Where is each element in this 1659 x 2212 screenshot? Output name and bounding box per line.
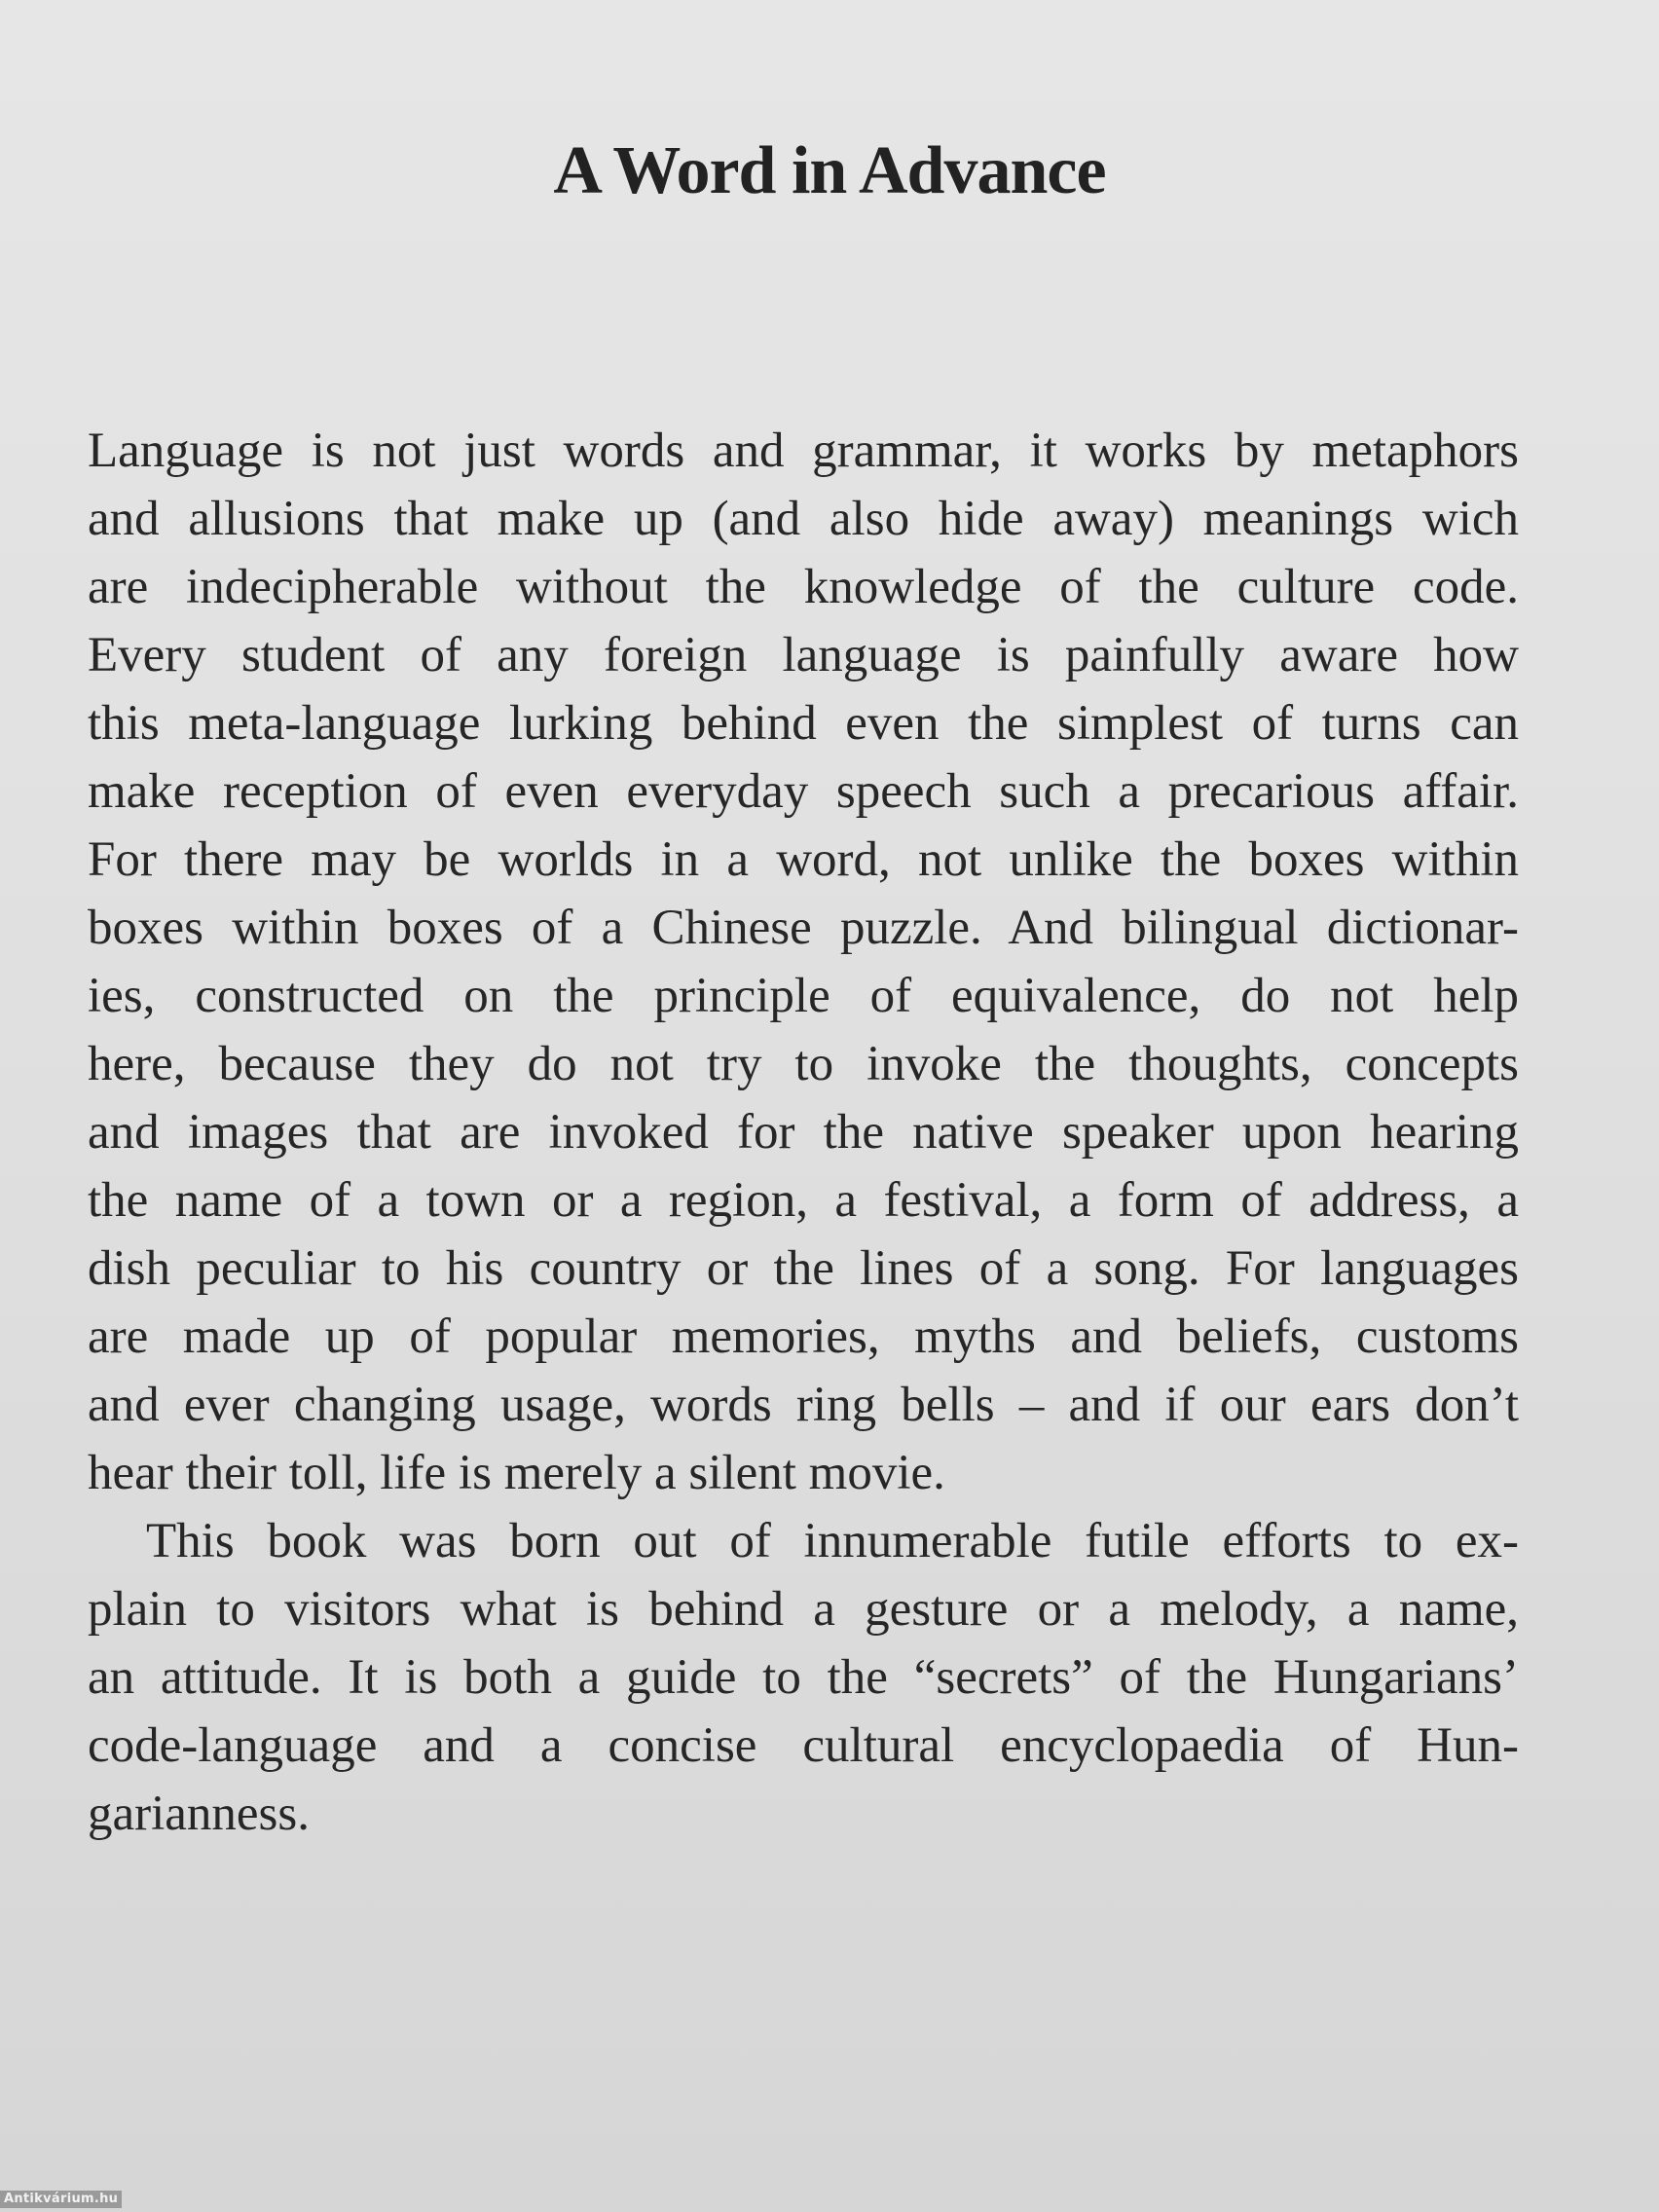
paragraph-1 — [88, 417, 1519, 1507]
text-line: and images that are invoked for the native speaker upon hearing — [88, 1105, 1519, 1160]
text-line: this meta-language lurking behind even the simplest of turns can — [88, 696, 1519, 751]
text-line: boxes within boxes of a Chinese puzzle. And bilingual dictionar- — [88, 901, 1519, 955]
text-line: hear their toll, life is merely a silent movie. — [88, 1446, 945, 1500]
text-line: dish peculiar to his country or the lines of a song. For languages — [88, 1241, 1519, 1296]
text-line: ies, constructed on the principle of equivalence, do not help — [88, 969, 1519, 1023]
text-line: garianness. — [88, 1787, 311, 1841]
paragraph-2 — [88, 1507, 1519, 1848]
text-line: the name of a town or a region, a festival, a form of address, a — [88, 1173, 1519, 1228]
page-title: A Word in Advance — [553, 133, 1106, 208]
text-line: plain to visitors what is behind a gesture or a melody, a name, — [88, 1582, 1519, 1637]
body-text — [88, 417, 1519, 1848]
text-line: and allusions that make up (and also hide away) meanings wich — [88, 492, 1519, 546]
text-line: Every student of any foreign language is painfully aware how — [88, 628, 1519, 682]
text-line: an attitude. It is both a guide to the “secrets” of the Hungarians’ — [88, 1650, 1519, 1705]
text-line: here, because they do not try to invoke the thoughts, concepts — [88, 1037, 1519, 1091]
text-line: are made up of popular memories, myths and beliefs, customs — [88, 1309, 1519, 1364]
text-line: code-language and a concise cultural encyclopaedia of Hun- — [88, 1718, 1519, 1773]
text-line: For there may be worlds in a word, not unlike the boxes within — [88, 832, 1519, 887]
text-line: are indecipherable without the knowledge of the culture code. — [88, 560, 1519, 614]
text-line: make reception of even everyday speech such a precarious affair. — [88, 764, 1519, 819]
text-line: Language is not just words and grammar, it works by metaphors — [88, 424, 1519, 478]
watermark-label: Antikvárium.hu — [0, 2191, 122, 2208]
text-line: This book was born out of innumerable futile efforts to ex- — [146, 1514, 1519, 1568]
text-line: and ever changing usage, words ring bells – and if our ears don’t — [88, 1378, 1519, 1432]
